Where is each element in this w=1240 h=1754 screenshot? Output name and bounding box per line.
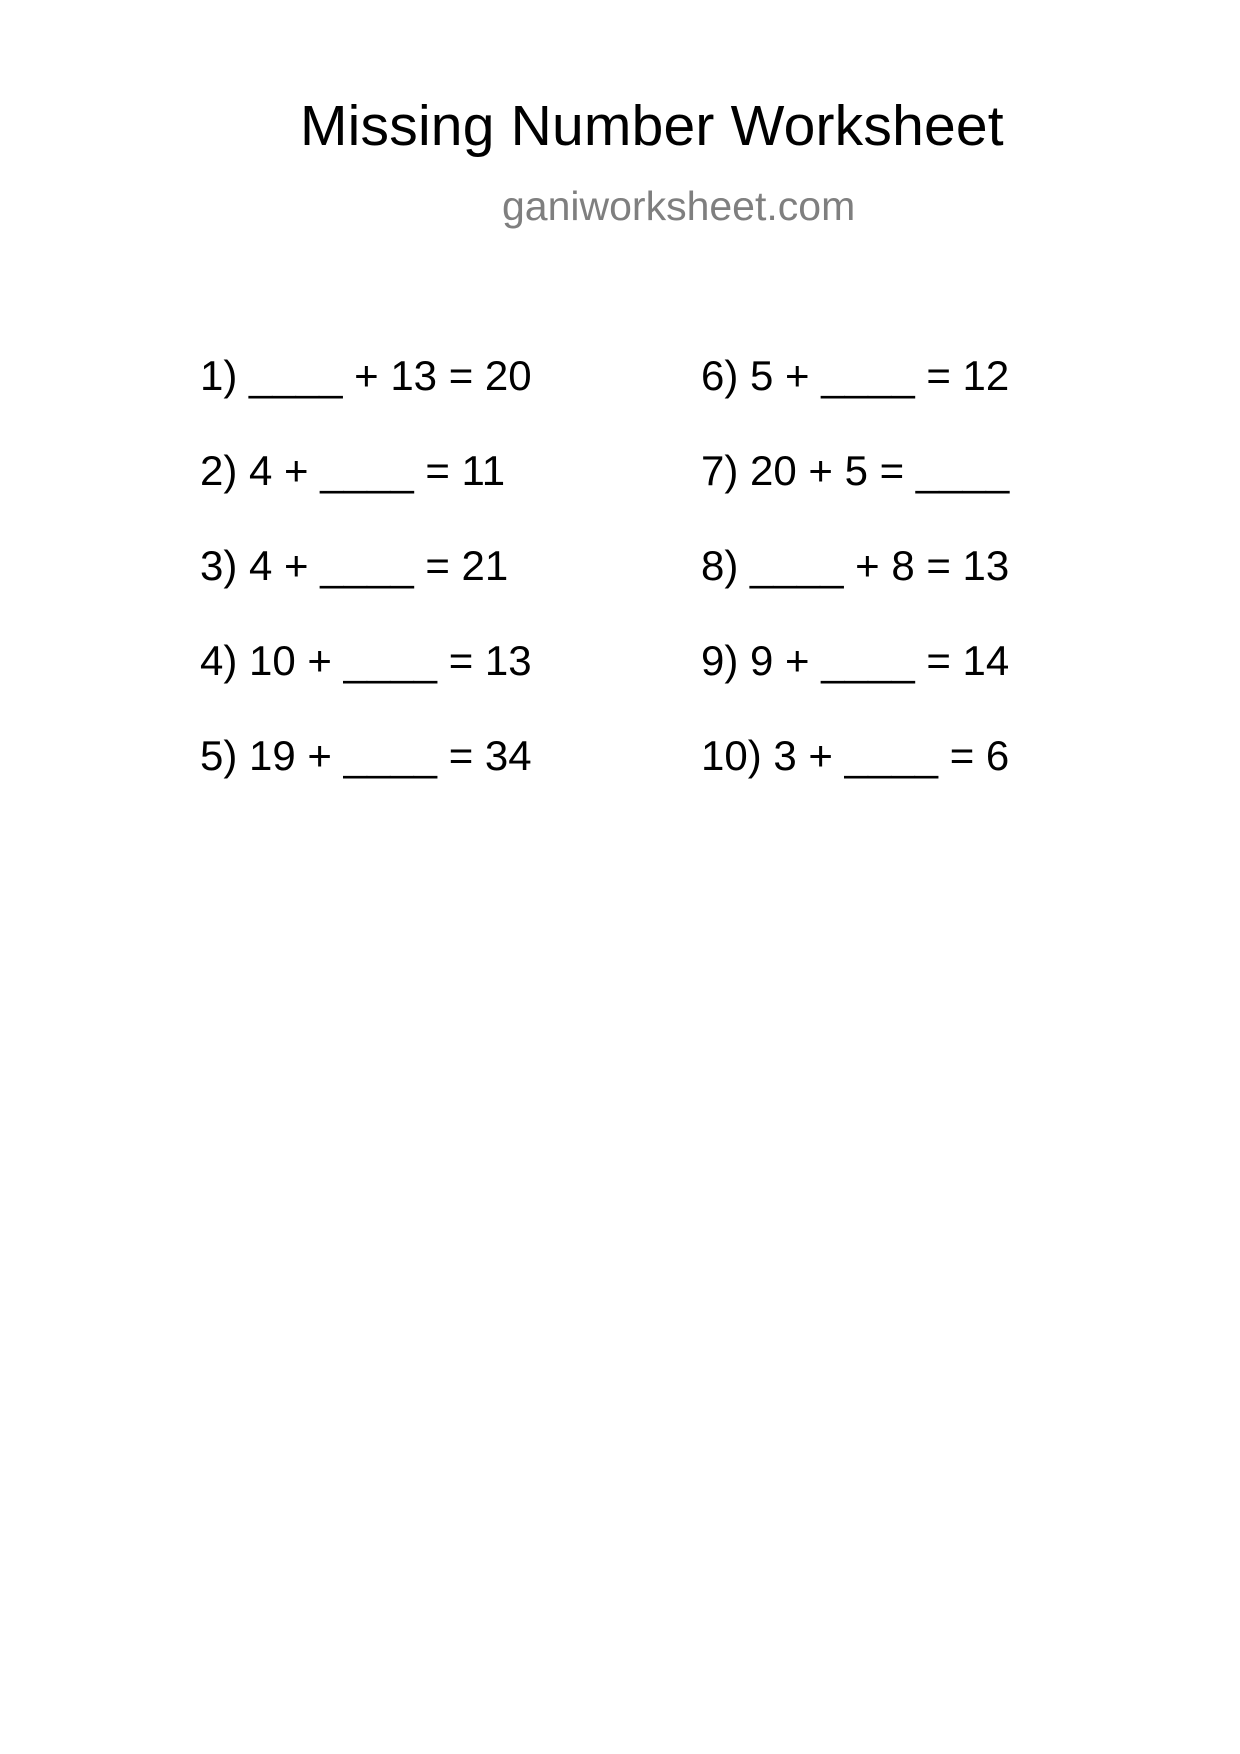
page-title: Missing Number Worksheet <box>300 94 1004 158</box>
problem-7: 7) 20 + 5 = ____ <box>701 447 1010 494</box>
problem-5: 5) 19 + ____ = 34 <box>200 732 532 779</box>
problem-2: 2) 4 + ____ = 11 <box>200 447 506 494</box>
website-subtitle: ganiworksheet.com <box>502 183 856 229</box>
problem-1: 1) ____ + 13 = 20 <box>200 352 532 399</box>
problem-9: 9) 9 + ____ = 14 <box>701 637 1010 684</box>
problem-4: 4) 10 + ____ = 13 <box>200 637 532 684</box>
problem-3: 3) 4 + ____ = 21 <box>200 542 509 589</box>
problem-6: 6) 5 + ____ = 12 <box>701 352 1010 399</box>
problem-10: 10) 3 + ____ = 6 <box>701 732 1010 779</box>
problem-8: 8) ____ + 8 = 13 <box>701 542 1010 589</box>
